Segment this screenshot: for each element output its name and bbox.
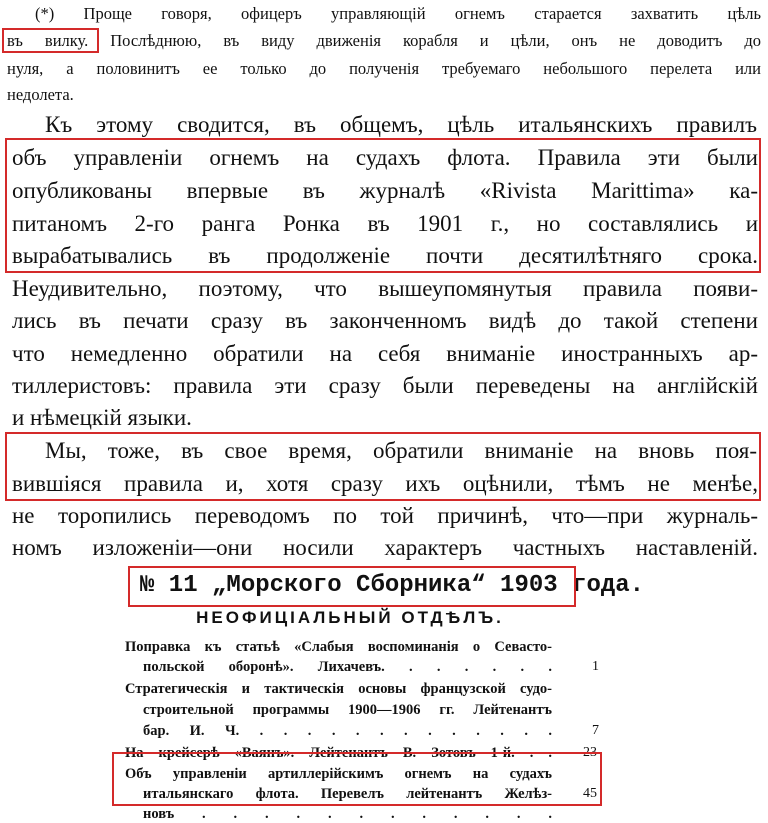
paragraph-line: номъ изложеніи—они носили характеръ частныхъ наставленій. <box>12 535 758 560</box>
paragraph-line: Мы, тоже, въ свое время, обратили вниманіе на вновь поя- <box>45 438 757 463</box>
paragraph-line: Неудивительно, поэтому, что вышеупомянутыя правила появи- <box>12 276 758 301</box>
toc-line: польской оборонѣ». Лихачевъ. . . . . . . <box>143 659 552 675</box>
paragraph-line: и нѣмецкій языки. <box>12 405 192 430</box>
highlight-box <box>128 566 645 607</box>
highlight-box <box>2 28 99 53</box>
footnote-line: недолета. <box>7 85 74 104</box>
toc-page-number: 45 <box>583 786 597 801</box>
paragraph-line: опубликованы впервые въ журналѣ «Rivista Marittima» ка- <box>12 178 758 203</box>
toc-line: бар. И. Ч. . . . . . . . . . . . . . <box>143 723 552 739</box>
toc-line: Поправка къ статьѣ «Слабыя воспоминанія о Севасто- <box>125 639 552 655</box>
highlight-box <box>112 752 602 806</box>
footnote-line: нуля, а половинитъ ее только до полученія требуемаго небольшого перелета или <box>7 59 761 78</box>
paragraph-line: объ управленіи огнемъ на судахъ флота. Правила эти были <box>12 145 758 170</box>
toc-line: Стратегическія и тактическія основы французской судо- <box>125 681 552 697</box>
toc-line: новъ . . . . . . . . . . . . <box>143 806 552 822</box>
toc-page-number: 23 <box>583 745 597 760</box>
paragraph-line: вившіяся правила и, хотя сразу ихъ оцѣнили, тѣмъ не менѣе, <box>12 471 758 496</box>
toc-title: № 11 „Морского Сборника“ 1903 года. <box>140 572 645 599</box>
paragraph-line: вырабатывались въ продолженіе почти десятилѣтняго срока. <box>12 243 758 268</box>
highlight-box <box>5 432 761 501</box>
paragraph-line: Къ этому сводится, въ общемъ, цѣль итальянскихъ правилъ <box>45 112 757 137</box>
toc-line: Объ управленіи артиллерійскимъ огнемъ на судахъ <box>125 766 552 782</box>
highlight-box <box>5 138 761 273</box>
paragraph-line: тиллеристовъ: правила эти сразу были переведены на англійскій <box>12 373 758 398</box>
paragraph-line: что немедленно обратили на себя вниманіе иностранныхъ ар- <box>12 341 758 366</box>
toc-page-number: 7 <box>592 723 599 738</box>
toc-line: строительной программы 1900—1906 гг. Лейтенантъ <box>143 702 552 718</box>
toc-line: итальянскаго флота. Перевелъ лейтенантъ Желѣз- <box>143 786 552 802</box>
footnote-line: въ вилку. Послѣднюю, въ виду движенія корабля и цѣли, онъ не доводитъ до <box>7 31 761 50</box>
toc-section-heading: НЕОФИЦІАЛЬНЫЙ ОТДѢЛЪ. <box>196 608 504 627</box>
toc-page-number: 1 <box>592 659 599 674</box>
toc-line: На крейсерѣ «Ваянъ». Лейтенантъ В. Зотовъ 1-й. . . <box>125 745 552 761</box>
footnote-line: (*) Проще говоря, офицеръ управляющій огнемъ старается захватить цѣль <box>35 4 761 23</box>
paragraph-line: питаномъ 2-го ранга Ронка въ 1901 г., но составлялись и <box>12 211 758 236</box>
paragraph-line: не торопились переводомъ по той причинѣ, что—при журналь- <box>12 503 758 528</box>
paragraph-line: лись въ печати сразу въ законченномъ видѣ до такой степени <box>12 308 758 333</box>
